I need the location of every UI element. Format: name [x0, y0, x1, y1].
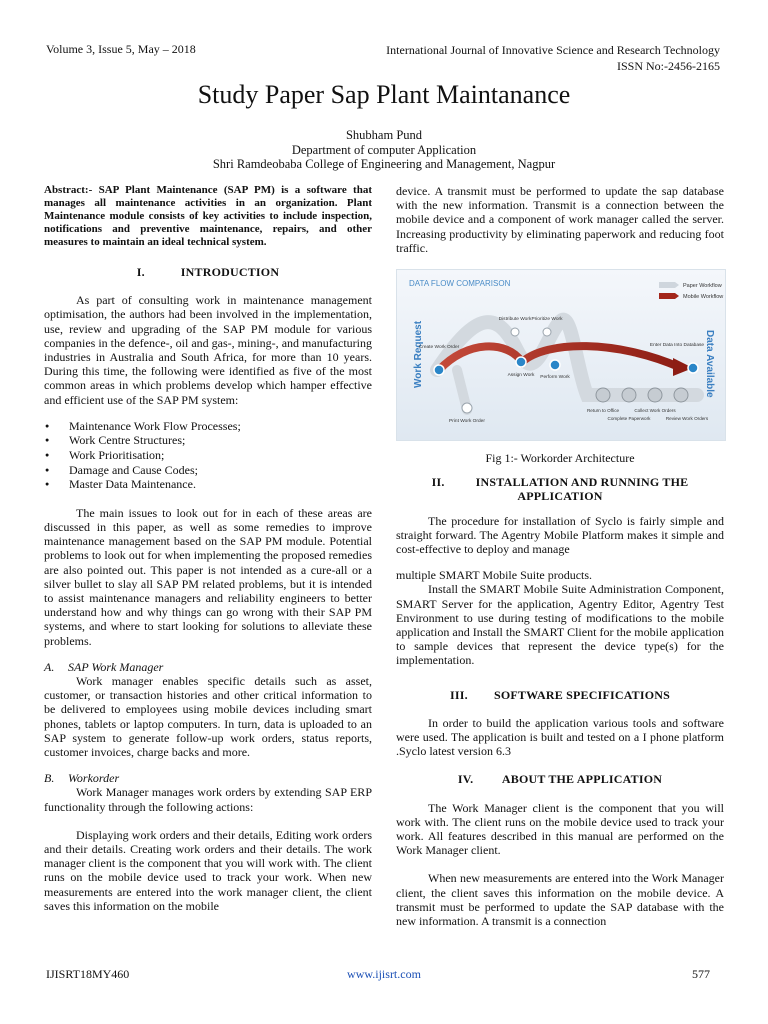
node-distribute-work	[511, 328, 519, 336]
section-title: INTRODUCTION	[180, 265, 280, 279]
left-column	[44, 184, 372, 913]
node-perform-work	[550, 360, 560, 370]
footer-page-number: 577	[692, 967, 710, 981]
label-collect-work-orders: Collect Work Orders	[634, 408, 676, 414]
section-title-line1: INSTALLATION AND RUNNING THE	[475, 475, 689, 490]
about-paragraph-1: The Work Manager client is the component that you will work with. The client runs on the mobile device used to track your work. All features described in this manual are performed on the Work Manager client.	[396, 800, 724, 858]
node-enter-data	[688, 363, 698, 373]
section-title-line2: APPLICATION	[517, 489, 603, 504]
work-request-label: Work Request	[413, 320, 424, 389]
node-review-work-orders	[674, 388, 688, 402]
header-journal-block	[386, 42, 720, 74]
work-manager-paragraph: Work manager enables specific details such as asset, customer, or transaction histories and other critical information to be delivered to employees using mobile devices including smart phones, tablets or laptop computers. In turn, data is uploaded to an SAP system to generate follow-up work orders, status reports, customer invoices, charge backs and more.	[44, 674, 372, 760]
intro-bullet-list	[44, 419, 372, 492]
label-prioritize-work: Prioritize Work	[531, 317, 563, 323]
software-paragraph: In order to build the application various tools and software were used. The application is built and tested on a I phone platform .Syclo latest version 6.3	[396, 715, 724, 759]
section-heading-about	[396, 772, 724, 786]
section-heading-software	[396, 688, 724, 702]
author-college: Shri Ramdeobaba College of Engineering and Management, Nagpur	[212, 157, 556, 171]
subsection-title: SAP Work Manager	[68, 659, 164, 674]
author-name: Shubham Pund	[345, 128, 423, 142]
data-available-label: Data Available	[704, 330, 715, 398]
node-create-work-order	[434, 365, 444, 375]
list-item: ● Master Data Maintenance.	[44, 477, 372, 492]
subsection-heading-workorder	[44, 771, 372, 785]
intro-paragraph-2: The main issues to look out for in each of these areas are discussed in this paper, as well as some remedies to improve maintenance management based on the SAP PM module. Potential problems to look out for when implementing the proposed remedies are also pointed out. This paper is not intended as a cure-all or a silver bullet to slay all SAP PM related problems, but it is intended to assist maintenance managers and reliability engineers to better understand how and why things can go wrong with their SAP PM systems, and where to start looking for solutions to alleviate these problems.	[44, 505, 372, 648]
label-distribute-work: Distribute Work	[498, 317, 532, 323]
label-review-work-orders: Review Work Orders	[665, 416, 709, 422]
subsection-heading-work-manager	[44, 660, 372, 674]
subsection-letter: A.	[44, 659, 55, 674]
footer-paper-id: IJISRT18MY460	[46, 967, 130, 981]
install-paragraph-3: Install the SMART Mobile Suite Administration Component, SMART Server for the application, Agentry Editor, Agentry Test Environment to use during testing of modifications to the mobile application and Install the SMART Client for the mobile application to sample devices that represent the device type(s) for the implementation.	[396, 582, 724, 668]
subsection-title: Workorder	[68, 771, 120, 786]
section-number: III.	[449, 687, 468, 702]
label-create-work-order: Create Work Order	[418, 345, 460, 351]
list-item: ● Work Centre Structures;	[44, 433, 372, 448]
legend-mobile-workflow: Mobile Workflow	[683, 294, 724, 301]
label-print-work-order: Print Work Order	[449, 419, 485, 425]
label-perform-work: Perform Work	[540, 375, 570, 381]
section-heading-introduction	[44, 265, 372, 279]
subsection-letter: B.	[44, 771, 55, 786]
section-number: II.	[431, 475, 445, 490]
label-complete-paperwork: Complete Paperwork	[607, 416, 651, 422]
node-return-to-office	[596, 388, 610, 402]
install-paragraph-1: The procedure for installation of Syclo is fairly simple and straight forward. The Agentry Mobile Platform makes it simple and cost-effective to deploy and manage	[396, 513, 724, 557]
section-heading-installation	[396, 475, 724, 503]
abstract: Abstract:- SAP Plant Maintenance (SAP PM) is a software that manages all maintenance activities in an organization. Plant Maintenance module consists of key activities to include inspection, notifications and preventive maintenance, repairs, and other measures to maintain an ideal technical system.	[44, 184, 372, 248]
header-issn: ISSN No:-2456-2165	[616, 59, 720, 73]
workorder-paragraph-2: Displaying work orders and their details, Editing work orders and their details. Creating work orders and their details. The work manager client is the component that you will work with. The client runs on the mobile device used to track your work. When new measurements are entered into the work manager client, the client saves this information on the mobile	[44, 827, 372, 913]
paper-workflow-legend-icon	[659, 282, 679, 288]
right-column	[396, 184, 724, 928]
list-item: ● Maintenance Work Flow Processes;	[44, 419, 372, 434]
mobile-workflow-legend-icon	[659, 293, 679, 299]
node-print-work-order	[462, 403, 472, 413]
data-flow-diagram	[397, 270, 725, 440]
figure-caption: Fig 1:- Workorder Architecture	[485, 451, 635, 466]
workorder-paragraph-1: Work Manager manages work orders by extending SAP ERP functionality through the following actions:	[44, 785, 372, 814]
header-volume: Volume 3, Issue 5, May – 2018	[46, 42, 196, 56]
author-block	[0, 128, 768, 172]
intro-paragraph-1: As part of consulting work in maintenance management optimisation, the authors had been involved in the implementation, use, review and upgrading of the SAP PM module for various companies in the defence-, oil and gas-, mining-, and manufacturing industries in Australia and South Africa, for more than 10 years. During this time, the following were identified as five of the most common areas in which problems develop which hamper effective and efficient use of the SAP PM system:	[44, 293, 372, 407]
node-assign-work	[516, 357, 526, 367]
list-item: ● Work Prioritisation;	[44, 448, 372, 463]
header-journal: International Journal of Innovative Science and Research Technology	[386, 43, 720, 57]
node-complete-paperwork	[622, 388, 636, 402]
label-enter-data: Enter Data Into Database	[649, 343, 705, 349]
label-assign-work: Assign Work	[507, 373, 535, 379]
footer-website-link[interactable]: www.ijisrt.com	[347, 967, 421, 981]
node-collect-work-orders	[648, 388, 662, 402]
node-prioritize-work	[543, 328, 551, 336]
right-top-paragraph: device. A transmit must be performed to update the sap database with the new information. Transmit is a connection between the mobile device and a component of work manager called the server. Increasing productivity by eliminating paperwork and reducing foot traffic.	[396, 184, 724, 255]
list-item: ● Damage and Cause Codes;	[44, 463, 372, 478]
section-title: ABOUT THE APPLICATION	[501, 772, 663, 787]
author-department: Department of computer Application	[291, 142, 477, 157]
legend-paper-workflow: Paper Workflow	[683, 283, 722, 290]
section-number: IV.	[457, 772, 474, 787]
paper-title: Study Paper Sap Plant Maintanance	[197, 80, 571, 109]
install-paragraph-2: multiple SMART Mobile Suite products.	[396, 568, 593, 583]
about-paragraph-2: When new measurements are entered into the Work Manager client, the client saves this information on the mobile device. A transmit must be performed to update the SAP database with the new information. A transmit is a connection	[396, 871, 724, 929]
section-number: I.	[136, 265, 145, 279]
figure-workorder-architecture	[396, 269, 726, 441]
section-title: SOFTWARE SPECIFICATIONS	[493, 687, 671, 702]
figure-title: DATA FLOW COMPARISON	[409, 279, 511, 289]
label-return-to-office: Return to Office	[586, 408, 620, 414]
